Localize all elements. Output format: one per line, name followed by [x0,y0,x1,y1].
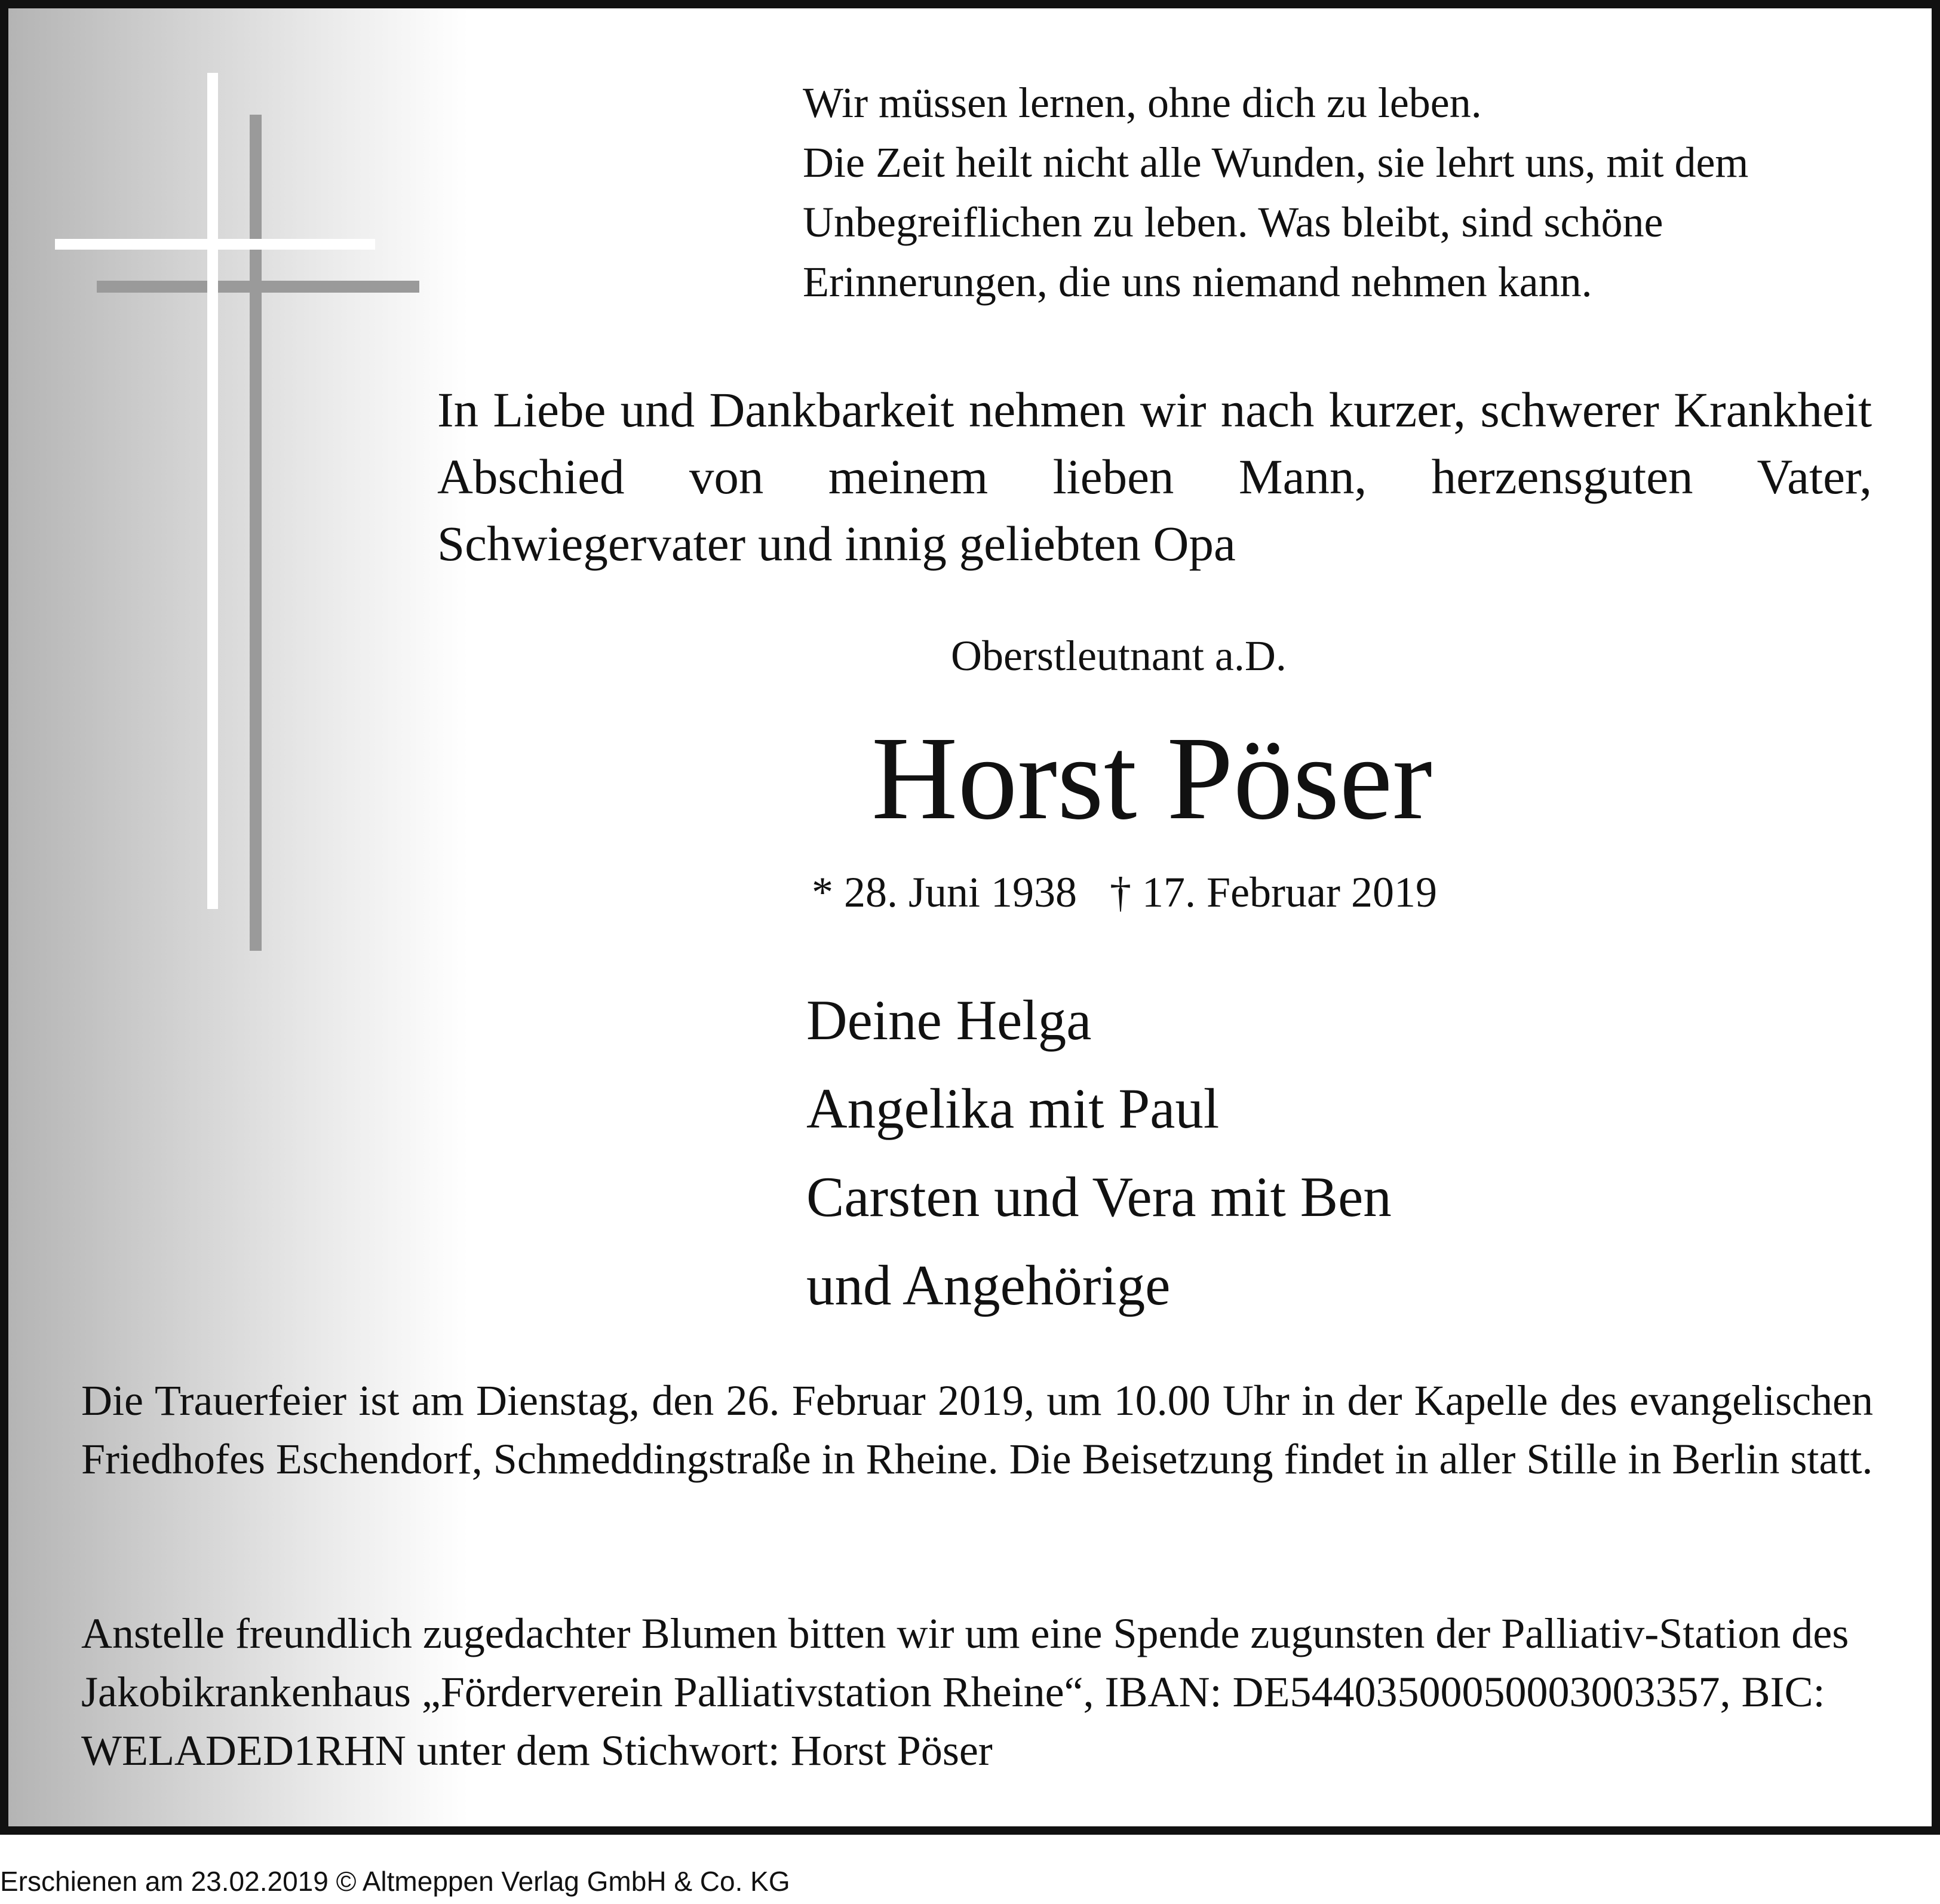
white-cross-vertical [207,73,218,909]
gray-cross-horizontal [97,281,419,293]
rank-title: Oberstleutnant a.D. [951,632,1287,680]
donation-info: Anstelle freundlich zugedachter Blumen bitten wir um eine Spende zugunsten der Palliativ-Station des Jakobikrankenhaus „Förderverein Palliativstation Rheine“, IBAN: DE54403500050003003357, BIC: WELADED1RHN unter dem Stichwort: Horst Pöser [81,1610,1849,1774]
family-member: Angelika mit Paul [806,1077,1220,1140]
family-list [806,976,1392,1329]
life-dates [812,862,1437,922]
family-member: Carsten und Vera mit Ben [806,1165,1392,1229]
birth-date: * 28. Juni 1938 [812,868,1078,916]
family-member: Deine Helga [806,988,1092,1052]
funeral-info: Die Trauerfeier ist am Dienstag, den 26. Februar 2019, um 10.00 Uhr in der Kapelle des evangelischen Friedhofes Eschendorf, Schmeddingstraße in Rheine. Die Beisetzung findet in aller Stille in Berlin statt. [81,1377,1873,1483]
white-cross-horizontal [55,239,375,250]
intro-text: In Liebe und Dankbarkeit nehmen wir nach kurzer, schwerer Krankheit Abschied von meinem lieben Mann, herzensguten Vater, Schwiegervater und innig geliebten Opa [437,382,1872,571]
publication-footer: Erschienen am 23.02.2019 © Altmeppen Verlag GmbH & Co. KG [0,1866,790,1897]
death-date: † 17. Februar 2019 [1110,868,1437,916]
poem: Wir müssen lernen, ohne dich zu leben. Die Zeit heilt nicht alle Wunden, sie lehrt uns, mit dem Unbegreiflichen zu leben. Was bleibt, sind schöne Erinnerungen, die uns niemand nehmen kann. [803,79,1749,306]
family-member: und Angehörige [806,1254,1171,1317]
deceased-name: Horst Pöser [871,713,1432,844]
